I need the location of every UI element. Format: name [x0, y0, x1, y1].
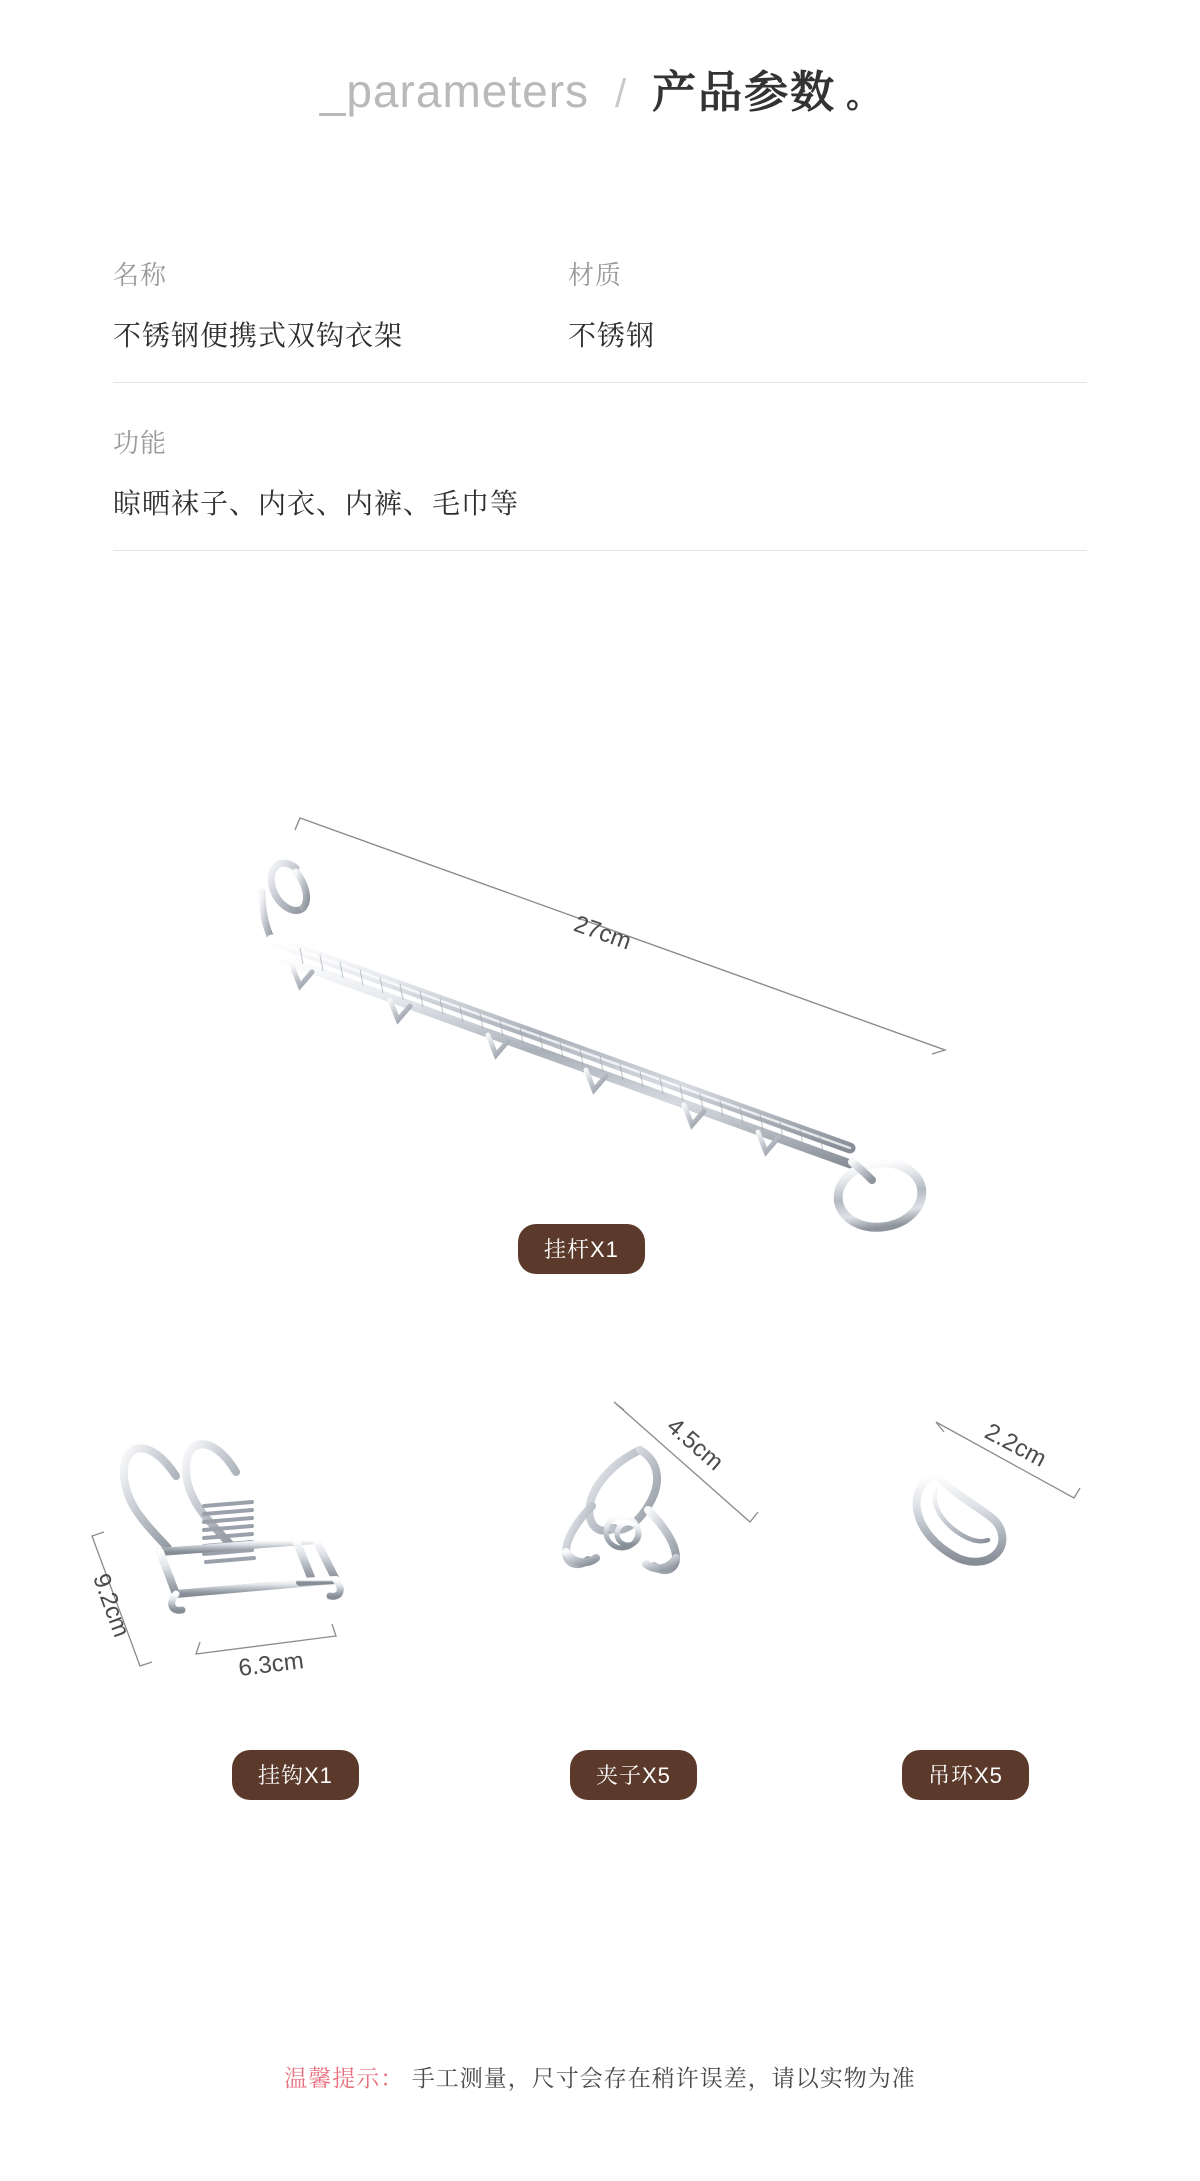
spec-label: 材质	[568, 260, 623, 290]
label-rod	[518, 1224, 645, 1274]
pill-ring: 吊环X5	[902, 1750, 1029, 1800]
spec-cell-material	[568, 255, 1028, 354]
title-separator: /	[615, 72, 627, 116]
spec-row	[113, 255, 1087, 383]
spec-label: 功能	[113, 428, 168, 458]
spec-table	[113, 255, 1087, 551]
hook-spring	[204, 1502, 254, 1562]
spec-value: 不锈钢便携式双钩衣架	[113, 320, 404, 351]
dimension-label-clip: 4.5cm	[661, 1412, 729, 1476]
spec-label: 名称	[113, 260, 168, 290]
rod-body	[272, 940, 856, 1166]
spec-value: 晾晒袜子、内衣、内裤、毛巾等	[113, 488, 520, 519]
dimension-label-rod: 27cm	[570, 910, 635, 956]
rod-notches	[292, 966, 778, 1152]
label-clip	[570, 1750, 697, 1800]
footnote-warning-label: 温馨提示：	[284, 2065, 405, 2091]
pill-hook: 挂钩X1	[232, 1750, 359, 1800]
product-image-ring	[917, 1418, 1080, 1562]
label-hook	[232, 1750, 359, 1800]
rod-left-stem	[262, 892, 272, 940]
page-title-en: _parameters	[319, 65, 590, 117]
footnote	[0, 2060, 1200, 2093]
page-title	[0, 56, 1200, 120]
spec-row	[113, 423, 1087, 551]
parts-gallery	[0, 1380, 1200, 1830]
rod-left-loop	[271, 863, 306, 910]
spec-cell-function	[113, 423, 1087, 522]
rod-right-ring	[834, 1157, 926, 1232]
spec-value: 不锈钢	[568, 320, 656, 351]
title-trailing-dot: 。	[846, 77, 881, 115]
product-image-rod	[0, 800, 1200, 1260]
footnote-text: 手工测量，尺寸会存在稍许误差，请以实物为准	[411, 2065, 916, 2091]
pill-rod: 挂杆X1	[518, 1224, 645, 1274]
dimension-label-hook-height: 9.2cm	[87, 1570, 135, 1641]
product-image-clip	[566, 1402, 758, 1570]
label-ring	[902, 1750, 1029, 1800]
dimension-label-ring: 2.2cm	[980, 1418, 1051, 1473]
product-image-hook	[87, 1444, 340, 1682]
spec-cell-name	[113, 255, 568, 354]
pill-clip: 夹子X5	[570, 1750, 697, 1800]
dimension-label-hook-width: 6.3cm	[237, 1647, 306, 1682]
page-title-cn: 产品参数	[652, 68, 837, 117]
